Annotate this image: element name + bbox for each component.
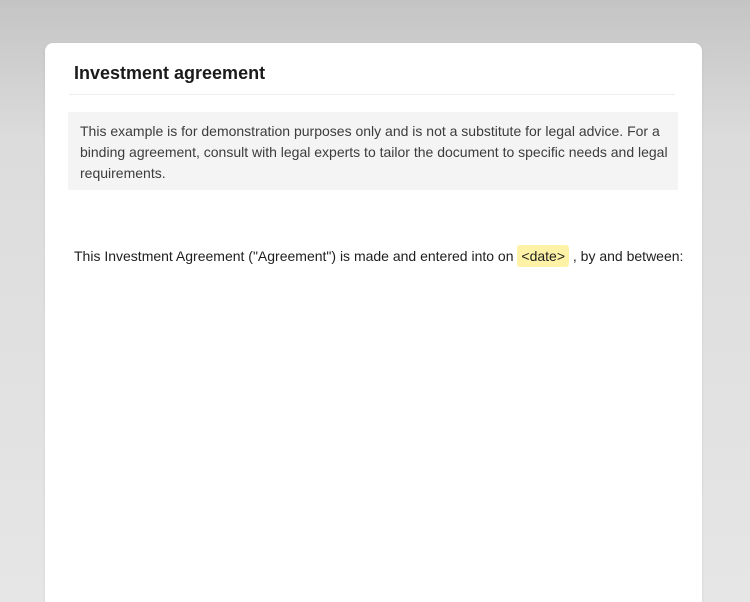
intro-text-end: , by and between: (569, 248, 684, 264)
intro-paragraph (74, 248, 683, 264)
intro-text: This Investment Agreement ("Agreement") is made and entered into on (74, 248, 518, 264)
document-title: Investment agreement (74, 63, 266, 83)
date-placeholder: <date> (517, 245, 569, 267)
title-divider (69, 94, 675, 95)
disclaimer-box: This example is for demonstration purposes only and is not a substitute for legal advice. For a binding agreement, consult with legal experts to tailor the document to specific needs and legal requirements. (68, 112, 678, 190)
document-card (45, 43, 702, 602)
